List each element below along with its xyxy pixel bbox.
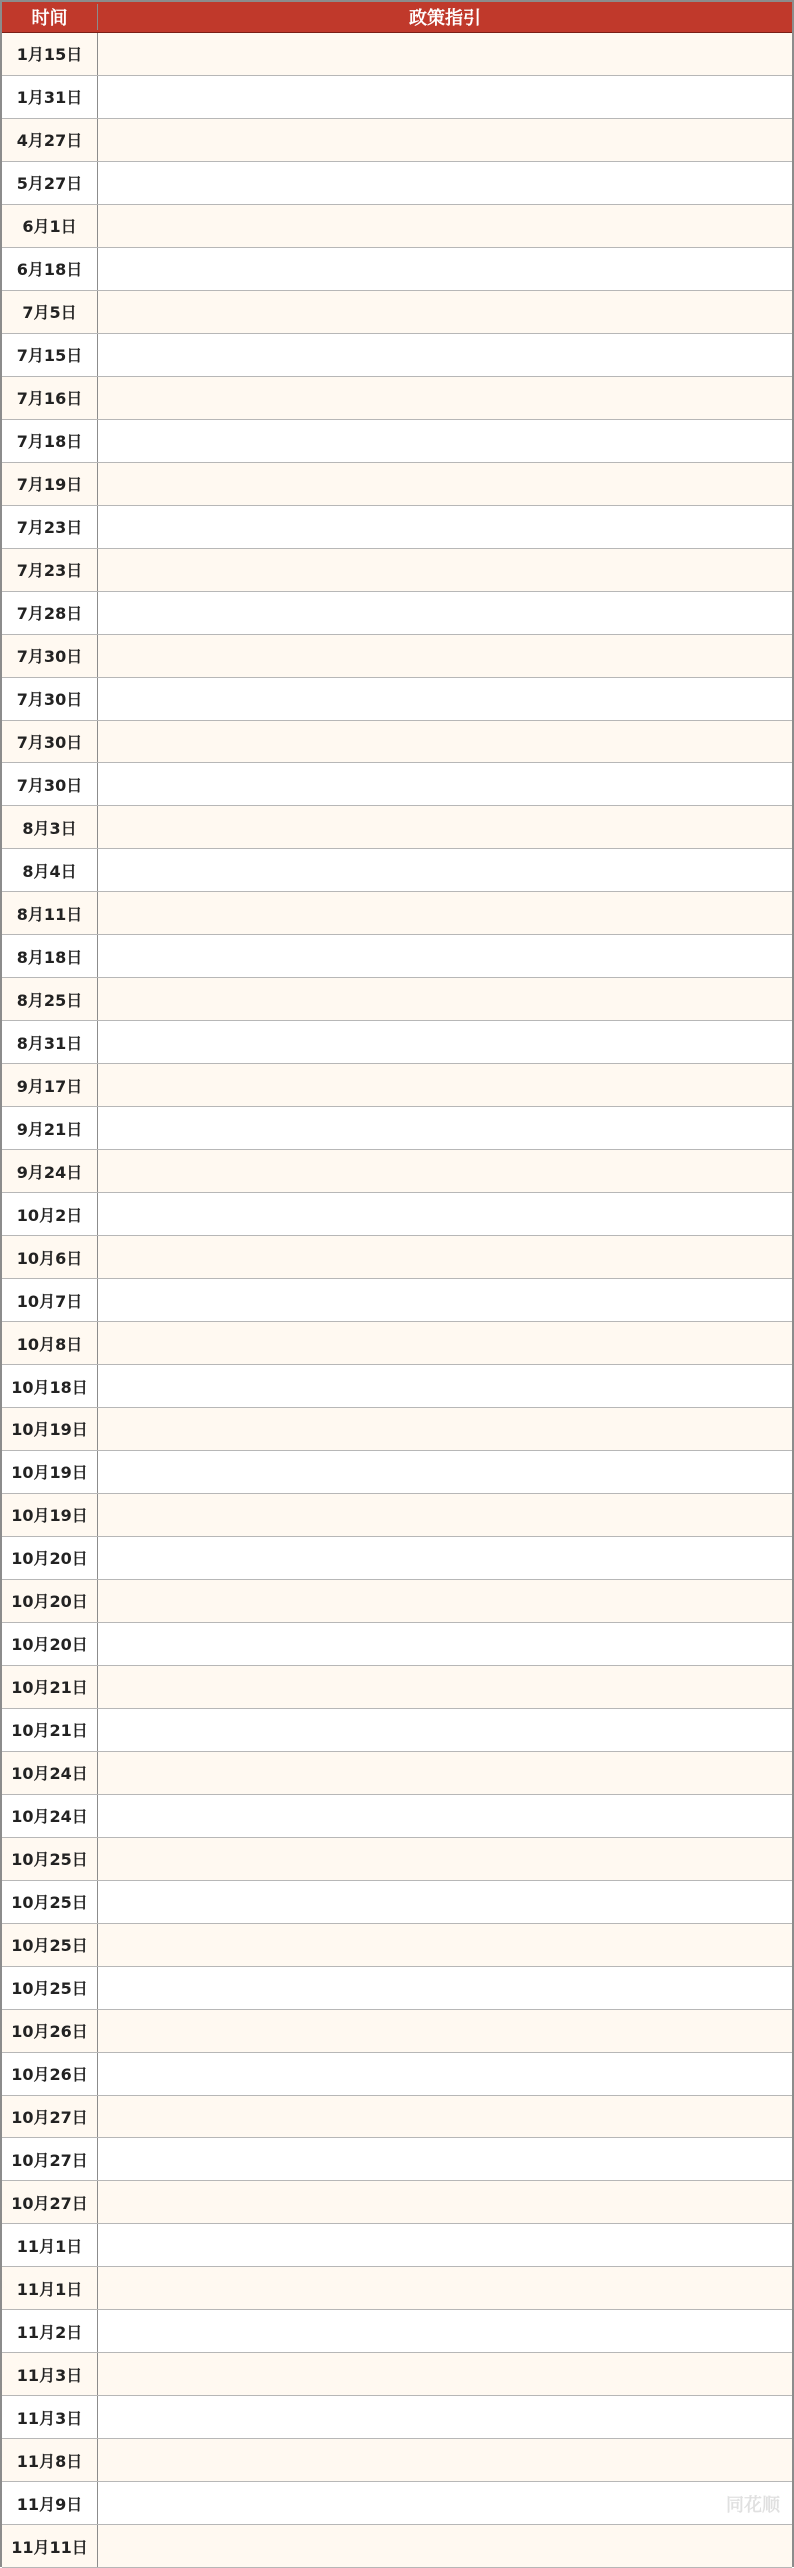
- row-date: 10月20日: [2, 1623, 98, 1665]
- table-row: [2, 2053, 792, 2096]
- row-date: 11月1日: [2, 2267, 98, 2309]
- row-date: 10月27日: [2, 2181, 98, 2223]
- table-row: [2, 2525, 792, 2568]
- table-row: [2, 1623, 792, 1666]
- row-policy: [98, 1408, 792, 1450]
- table-row: [2, 1021, 792, 1064]
- row-date: 6月1日: [2, 205, 98, 247]
- table-row: [2, 1881, 792, 1924]
- row-policy: [98, 1021, 792, 1063]
- row-policy: [98, 2010, 792, 2052]
- table-row: [2, 162, 792, 205]
- row-policy: [98, 1752, 792, 1794]
- row-policy: [98, 2439, 792, 2481]
- row-date: 7月19日: [2, 463, 98, 505]
- row-policy: [98, 2525, 792, 2567]
- row-date: 6月18日: [2, 248, 98, 290]
- table-row: [2, 33, 792, 76]
- table-row: [2, 721, 792, 764]
- row-policy: [98, 2482, 792, 2524]
- row-date: 11月2日: [2, 2310, 98, 2352]
- row-policy: [98, 1236, 792, 1278]
- table-row: [2, 1193, 792, 1236]
- row-policy: [98, 2224, 792, 2266]
- table-row: [2, 1709, 792, 1752]
- table-row: [2, 1451, 792, 1494]
- row-date: 10月25日: [2, 1967, 98, 2009]
- table-row: [2, 1795, 792, 1838]
- row-date: 1月15日: [2, 33, 98, 75]
- row-policy: [98, 2138, 792, 2180]
- row-policy: [98, 1064, 792, 1106]
- row-date: 5月27日: [2, 162, 98, 204]
- table-row: [2, 1924, 792, 1967]
- row-policy: [98, 2310, 792, 2352]
- table-row: [2, 506, 792, 549]
- table-row: [2, 2396, 792, 2439]
- table-row: [2, 1107, 792, 1150]
- table-row: [2, 763, 792, 806]
- row-date: 11月8日: [2, 2439, 98, 2481]
- row-date: 7月23日: [2, 549, 98, 591]
- table-row: [2, 2096, 792, 2139]
- row-policy: [98, 1838, 792, 1880]
- table-row: [2, 592, 792, 635]
- row-date: 10月21日: [2, 1709, 98, 1751]
- table-row: [2, 1279, 792, 1322]
- table-row: [2, 2439, 792, 2482]
- table-row: [2, 334, 792, 377]
- row-date: 10月25日: [2, 1881, 98, 1923]
- table-row: [2, 935, 792, 978]
- row-date: 10月26日: [2, 2010, 98, 2052]
- row-date: 7月5日: [2, 291, 98, 333]
- row-date: 10月8日: [2, 1322, 98, 1364]
- table-row: [2, 635, 792, 678]
- row-policy: [98, 2053, 792, 2095]
- row-policy: [98, 1193, 792, 1235]
- row-policy: [98, 2181, 792, 2223]
- table-row: [2, 377, 792, 420]
- row-date: 10月20日: [2, 1537, 98, 1579]
- row-date: 7月30日: [2, 763, 98, 805]
- row-date: 10月26日: [2, 2053, 98, 2095]
- table-row: [2, 119, 792, 162]
- row-date: 9月17日: [2, 1064, 98, 1106]
- table-row: [2, 420, 792, 463]
- row-date: 11月3日: [2, 2396, 98, 2438]
- row-policy: [98, 2096, 792, 2138]
- row-policy: [98, 76, 792, 118]
- table-row: [2, 2482, 792, 2525]
- table-row: [2, 1322, 792, 1365]
- table-row: [2, 978, 792, 1021]
- table-body: [2, 33, 792, 2568]
- row-date: 10月27日: [2, 2138, 98, 2180]
- row-policy: [98, 549, 792, 591]
- row-policy: [98, 463, 792, 505]
- row-date: 11月9日: [2, 2482, 98, 2524]
- table-row: [2, 1408, 792, 1451]
- row-date: 10月24日: [2, 1752, 98, 1794]
- row-policy: [98, 1709, 792, 1751]
- row-policy: [98, 1666, 792, 1708]
- row-policy: [98, 1150, 792, 1192]
- row-policy: [98, 162, 792, 204]
- row-date: 10月24日: [2, 1795, 98, 1837]
- row-date: 10月6日: [2, 1236, 98, 1278]
- table-row: [2, 463, 792, 506]
- row-date: 7月28日: [2, 592, 98, 634]
- row-policy: [98, 721, 792, 763]
- table-row: [2, 2224, 792, 2267]
- table-row: [2, 892, 792, 935]
- row-policy: [98, 334, 792, 376]
- table-row: [2, 205, 792, 248]
- row-policy: [98, 1365, 792, 1407]
- row-policy: [98, 377, 792, 419]
- table-row: [2, 2267, 792, 2310]
- table-row: [2, 1064, 792, 1107]
- row-date: 8月18日: [2, 935, 98, 977]
- row-date: 7月30日: [2, 721, 98, 763]
- row-date: 7月18日: [2, 420, 98, 462]
- table-row: [2, 2010, 792, 2053]
- table-row: [2, 1580, 792, 1623]
- table-row: [2, 806, 792, 849]
- row-date: 8月3日: [2, 806, 98, 848]
- row-policy: [98, 849, 792, 891]
- row-date: 11月11日: [2, 2525, 98, 2567]
- row-policy: [98, 1924, 792, 1966]
- row-policy: [98, 678, 792, 720]
- row-date: 8月25日: [2, 978, 98, 1020]
- row-policy: [98, 1580, 792, 1622]
- row-policy: [98, 892, 792, 934]
- table-row: [2, 2353, 792, 2396]
- row-date: 10月27日: [2, 2096, 98, 2138]
- table-row: [2, 2138, 792, 2181]
- table-row: [2, 2310, 792, 2353]
- row-date: 7月23日: [2, 506, 98, 548]
- table-row: [2, 1236, 792, 1279]
- row-date: 9月24日: [2, 1150, 98, 1192]
- table-row: [2, 1150, 792, 1193]
- row-date: 7月15日: [2, 334, 98, 376]
- row-policy: [98, 1623, 792, 1665]
- row-policy: [98, 1322, 792, 1364]
- table-row: [2, 1365, 792, 1408]
- row-policy: [98, 1451, 792, 1493]
- row-date: 11月1日: [2, 2224, 98, 2266]
- row-date: 10月21日: [2, 1666, 98, 1708]
- table-row: [2, 1494, 792, 1537]
- row-policy: [98, 33, 792, 75]
- row-policy: [98, 2353, 792, 2395]
- row-policy: [98, 2396, 792, 2438]
- header-policy: 政策指引: [409, 8, 481, 29]
- row-policy: [98, 1107, 792, 1149]
- row-policy: [98, 2267, 792, 2309]
- row-date: 7月30日: [2, 678, 98, 720]
- row-date: 10月25日: [2, 1924, 98, 1966]
- row-date: 8月31日: [2, 1021, 98, 1063]
- row-date: 11月3日: [2, 2353, 98, 2395]
- row-policy: [98, 1279, 792, 1321]
- row-date: 8月4日: [2, 849, 98, 891]
- table-row: [2, 1752, 792, 1795]
- row-date: 8月11日: [2, 892, 98, 934]
- row-policy: [98, 1795, 792, 1837]
- row-policy: [98, 763, 792, 805]
- row-date: 10月25日: [2, 1838, 98, 1880]
- row-policy: [98, 1967, 792, 2009]
- table-row: [2, 678, 792, 721]
- row-policy: [98, 978, 792, 1020]
- row-policy: [98, 592, 792, 634]
- row-policy: [98, 119, 792, 161]
- table-row: [2, 1838, 792, 1881]
- row-date: 10月7日: [2, 1279, 98, 1321]
- row-policy: [98, 635, 792, 677]
- row-date: 10月19日: [2, 1451, 98, 1493]
- row-policy: [98, 205, 792, 247]
- row-date: 10月19日: [2, 1494, 98, 1536]
- table-row: [2, 1666, 792, 1709]
- row-date: 10月20日: [2, 1580, 98, 1622]
- table-row: [2, 1967, 792, 2010]
- row-date: 9月21日: [2, 1107, 98, 1149]
- row-policy: [98, 1881, 792, 1923]
- table-row: [2, 549, 792, 592]
- row-date: 10月18日: [2, 1365, 98, 1407]
- table-row: [2, 76, 792, 119]
- table-row: [2, 291, 792, 334]
- row-policy: [98, 1537, 792, 1579]
- table-row: [2, 2181, 792, 2224]
- table-row: [2, 1537, 792, 1580]
- row-policy: [98, 1494, 792, 1536]
- table-row: [2, 248, 792, 291]
- header-date: 时间: [2, 4, 98, 30]
- row-policy: [98, 935, 792, 977]
- row-policy: [98, 806, 792, 848]
- row-date: 7月30日: [2, 635, 98, 677]
- table-row: [2, 849, 792, 892]
- row-date: 10月19日: [2, 1408, 98, 1450]
- row-date: 4月27日: [2, 119, 98, 161]
- row-policy: [98, 506, 792, 548]
- row-policy: [98, 248, 792, 290]
- row-date: 10月2日: [2, 1193, 98, 1235]
- row-policy: [98, 291, 792, 333]
- row-policy: [98, 420, 792, 462]
- row-date: 7月16日: [2, 377, 98, 419]
- table-header: [2, 2, 792, 33]
- row-date: 1月31日: [2, 76, 98, 118]
